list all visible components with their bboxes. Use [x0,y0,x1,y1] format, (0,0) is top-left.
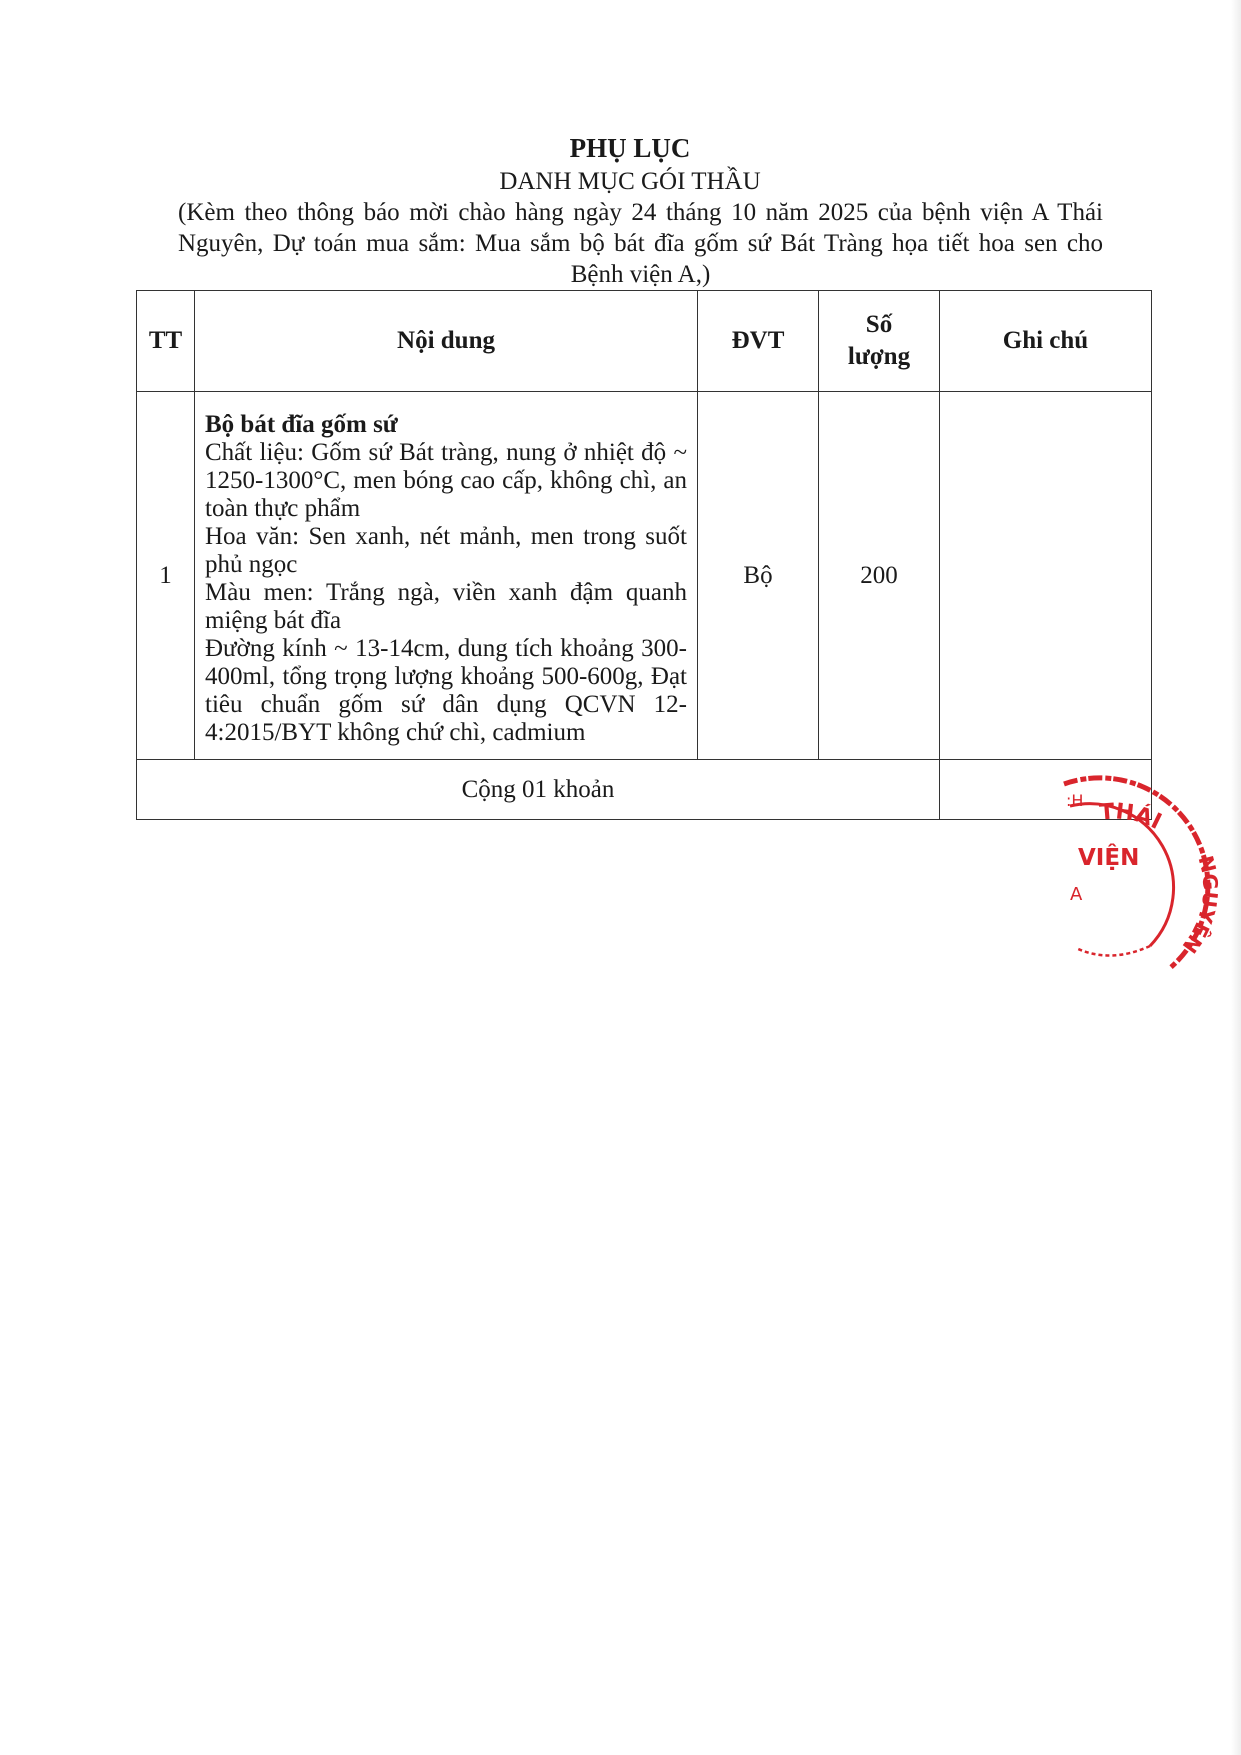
col-header-so-luong: Số lượng [819,291,940,392]
appendix-note: (Kèm theo thông báo mời chào hàng ngày 24 tháng 10 năm 2025 của bệnh viện A Thái Nguyên, Dự toán mua sắm: Mua sắm bộ bát đĩa gốm sứ Bát Tràng họa tiết hoa sen cho Bệnh viện A,) [178,199,1103,288]
table-header-row [137,291,1152,392]
cell-dvt: Bộ [698,392,819,760]
cell-noi-dung [195,392,698,760]
item-material: Chất liệu: Gốm sứ Bát tràng, nung ở nhiệt độ ~ 1250-1300°C, men bóng cao cấp, không chì, an toàn thực phẩm [205,439,687,522]
col-header-dvt: ĐVT [698,291,819,392]
item-title: Bộ bát đĩa gốm sứ [205,411,398,438]
total-label: Cộng 01 khoản [137,760,940,820]
seal-text-right: NGUYÊN [1177,853,1223,958]
cell-tt: 1 [137,392,195,760]
seal-text-top: THÁI [1098,799,1166,835]
bid-package-table [136,290,1152,820]
item-glaze-color: Màu men: Trắng ngà, viền xanh đậm quanh miệng bát đĩa [205,579,687,634]
cell-so-luong: 200 [819,392,940,760]
svg-text:A: A [1070,884,1083,905]
item-specs: Đường kính ~ 13-14cm, dung tích khoảng 300-400ml, tổng trọng lượng khoảng 500-600g, Đạt tiêu chuẩn gốm sứ dân dụng QCVN 12-4:2015/BYT không chứ chì, cadmium [205,635,687,746]
cell-ghi-chu [940,392,1152,760]
item-pattern: Hoa văn: Sen xanh, nét mảnh, men trong suốt phủ ngọc [205,523,687,578]
col-header-noi-dung: Nội dung [195,291,698,392]
appendix-title: PHỤ LỤC [569,133,691,163]
red-seal-stamp [1030,768,1230,983]
svg-text::H: :H [1066,791,1084,810]
col-header-tt: TT [137,291,195,392]
scan-edge-shadow [1231,0,1241,1755]
table-total-row [137,760,1152,820]
col-header-ghi-chu: Ghi chú [940,291,1152,392]
seal-text-center: VIỆN [1078,845,1140,871]
table-row [137,392,1152,760]
appendix-subtitle: DANH MỤC GÓI THẦU [499,168,761,195]
